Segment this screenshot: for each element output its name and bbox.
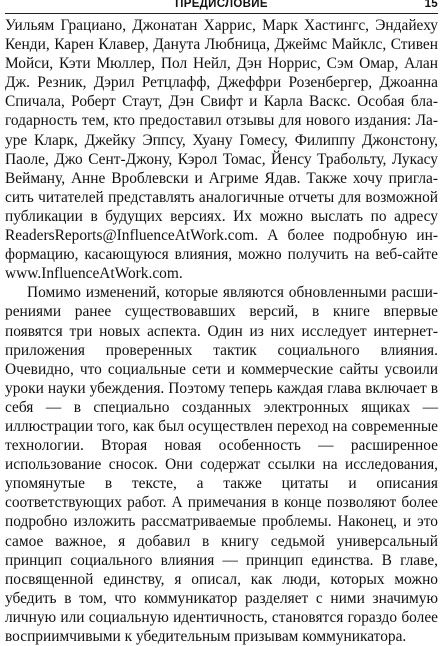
page-number: 15 [424, 0, 438, 10]
running-header [5, 0, 438, 11]
chapter-title: ПРЕДИСЛОВИЕ [175, 0, 268, 10]
paragraph-new-features: Помимо изменений, которые являются обновленными расширениями ранее существовавших версий, в книге впервые появятся три новых аспекта. Один из них исследует интернет-приложения проверенных тактик социального влияния. Очевидно, что социальные сети и коммерческие сайты усвоили уроки науки убеждения. Поэтому теперь каждая глава включает в себя — в специально созданных электронных ящиках — иллюстрации того, как был осуществлен переход на современные технологии. Вторая новая особенность — расширенное использование сносок. Они содержат ссылки на исследования, упомянутые в тексте, а также цитаты и описания соответствующих работ. А примечания в конце позволяют более подробно изложить рассматриваемые проблемы. Наконец, и это самое важное, я добавил в книгу седьмой универсальный принцип социального влияния — принцип единства. В главе, посвященной единству, я описал, как люди, которых можно убедить в том, что коммуникатор разделяет с ними значимую личную или социальную идентичность, становятся гораздо более восприимчивыми к убедительным призывам коммуникатора. [5, 284, 438, 645]
body-text [5, 16, 438, 646]
paragraph-acknowledgements: Уильям Грациано, Джонатан Харрис, Марк Хастингс, Эндайеху Кенди, Карен Клавер, Данута Любница, Джеймс Майклс, Стивен Мойси, Кэти Мюллер, Пол Нейл, Дэн Норрис, Сэм Омар, Алан Дж. Резник, Дэрил Ретцлафф, Джеффри Розенбергер, Джоанна Спичала, Роберт Стаут, Дэн Свифт и Карла Васкс. Особая благодарность тем, кто предоставил отзывы для нового издания: Лауре Кларк, Джейку Эппсу, Хуану Гомесу, Филиппу Джонстону, Паоле, Джо Сент-Джону, Кэрол Томас, Йенсу Трабольту, Лукасу Вейману, Анне Вроблевски и Агриме Ядав. Также хочу пригласить читателей представлять аналогичные отчеты для возможной публикации в будущих версиях. Их можно выслать по адресу ReadersReports@InfluenceAtWork.com. А более подробную информацию, касающуюся влияния, можно получить на веб-сайте www.InfluenceAtWork.com. [5, 17, 438, 283]
header-rule [5, 13, 438, 14]
